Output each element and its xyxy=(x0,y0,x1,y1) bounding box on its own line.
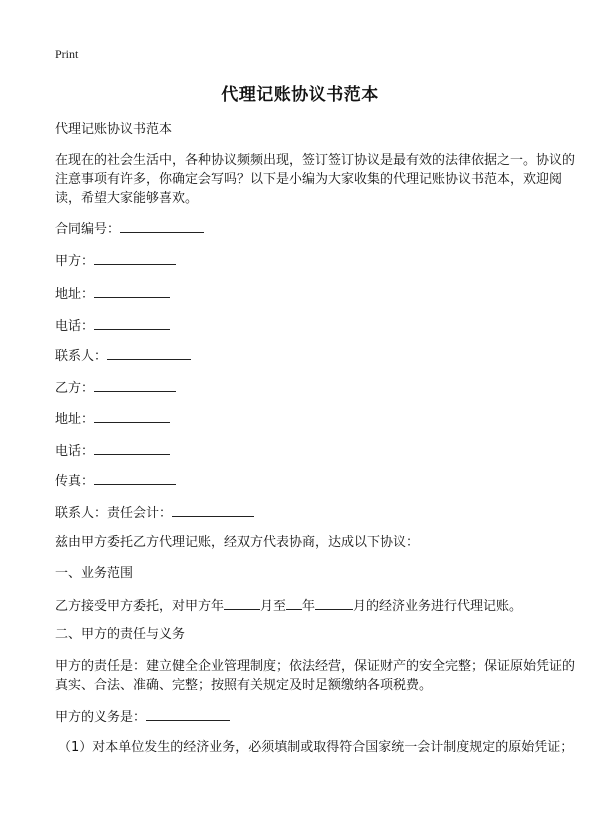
section1-text-part3: 年 xyxy=(302,599,316,614)
address-a-row xyxy=(55,285,170,303)
party-b-blank xyxy=(94,379,176,392)
phone-b-label: 电话： xyxy=(55,444,95,459)
print-link[interactable]: Print xyxy=(55,47,79,61)
section2-heading: 二、甲方的责任与义务 xyxy=(55,627,186,642)
section1-text-part4: 月的经济业务进行代理记账。 xyxy=(353,599,523,614)
phone-b-blank xyxy=(94,442,170,455)
obligation-blank xyxy=(146,708,230,721)
address-a-label: 地址： xyxy=(55,287,95,302)
intro-paragraph: 在现在的社会生活中，各种协议频频出现，签订签订协议是最有效的法律依据之一。协议的注意事项有许多，你确定会写吗？以下是小编为大家收集的代理记账协议书范本，欢迎阅读，希望大家能够喜欢。 xyxy=(55,153,576,206)
end-year-blank xyxy=(286,597,302,610)
phone-a-blank xyxy=(94,317,170,330)
phone-a-row xyxy=(55,317,170,335)
party-a-blank xyxy=(94,252,176,265)
agreement-line: 兹由甲方委托乙方代理记账，经双方代表协商，达成以下协议： xyxy=(55,535,420,550)
section1-text-part1: 乙方接受甲方委托，对甲方年 xyxy=(55,599,225,614)
fax-b-blank xyxy=(94,472,176,485)
contact-a-label: 联系人： xyxy=(55,349,108,364)
obligation-item-1: （1）对本单位发生的经济业务，必须填制或取得符合国家统一会计制度规定的原始凭证； xyxy=(58,740,574,755)
document-subtitle: 代理记账协议书范本 xyxy=(55,122,173,137)
contact-a-blank xyxy=(107,347,191,360)
contact-b-blank xyxy=(172,504,254,517)
section1-heading: 一、业务范围 xyxy=(55,566,134,581)
obligation-row xyxy=(55,708,230,726)
phone-b-row xyxy=(55,442,170,460)
address-b-label: 地址： xyxy=(55,412,95,427)
section1-text xyxy=(55,597,522,615)
contract-number-blank xyxy=(120,220,204,233)
contract-number-label: 合同编号： xyxy=(55,222,121,237)
responsibility-paragraph: 甲方的责任是：建立健全企业管理制度；依法经营，保证财产的安全完整；保证原始凭证的真实、合法、准确、完整；按照有关规定及时足额缴纳各项税费。 xyxy=(55,659,576,693)
contact-b-label: 联系人：责任会计： xyxy=(55,506,173,521)
fax-b-row xyxy=(55,472,176,490)
document-title: 代理记账协议书范本 xyxy=(221,85,379,105)
phone-a-label: 电话： xyxy=(55,319,95,334)
section1-text-part2: 月至 xyxy=(260,599,287,614)
start-month-blank xyxy=(224,597,260,610)
address-a-blank xyxy=(94,285,170,298)
obligation-label: 甲方的义务是： xyxy=(55,710,147,725)
party-a-row xyxy=(55,252,176,270)
fax-b-label: 传真： xyxy=(55,474,95,489)
end-month-blank xyxy=(315,597,353,610)
address-b-row xyxy=(55,410,170,428)
party-b-label: 乙方： xyxy=(55,381,95,396)
party-a-label: 甲方： xyxy=(55,254,95,269)
contact-a-row xyxy=(55,347,191,365)
party-b-row xyxy=(55,379,176,397)
address-b-blank xyxy=(94,410,170,423)
contract-number-row xyxy=(55,220,204,238)
contact-b-row xyxy=(55,504,254,522)
